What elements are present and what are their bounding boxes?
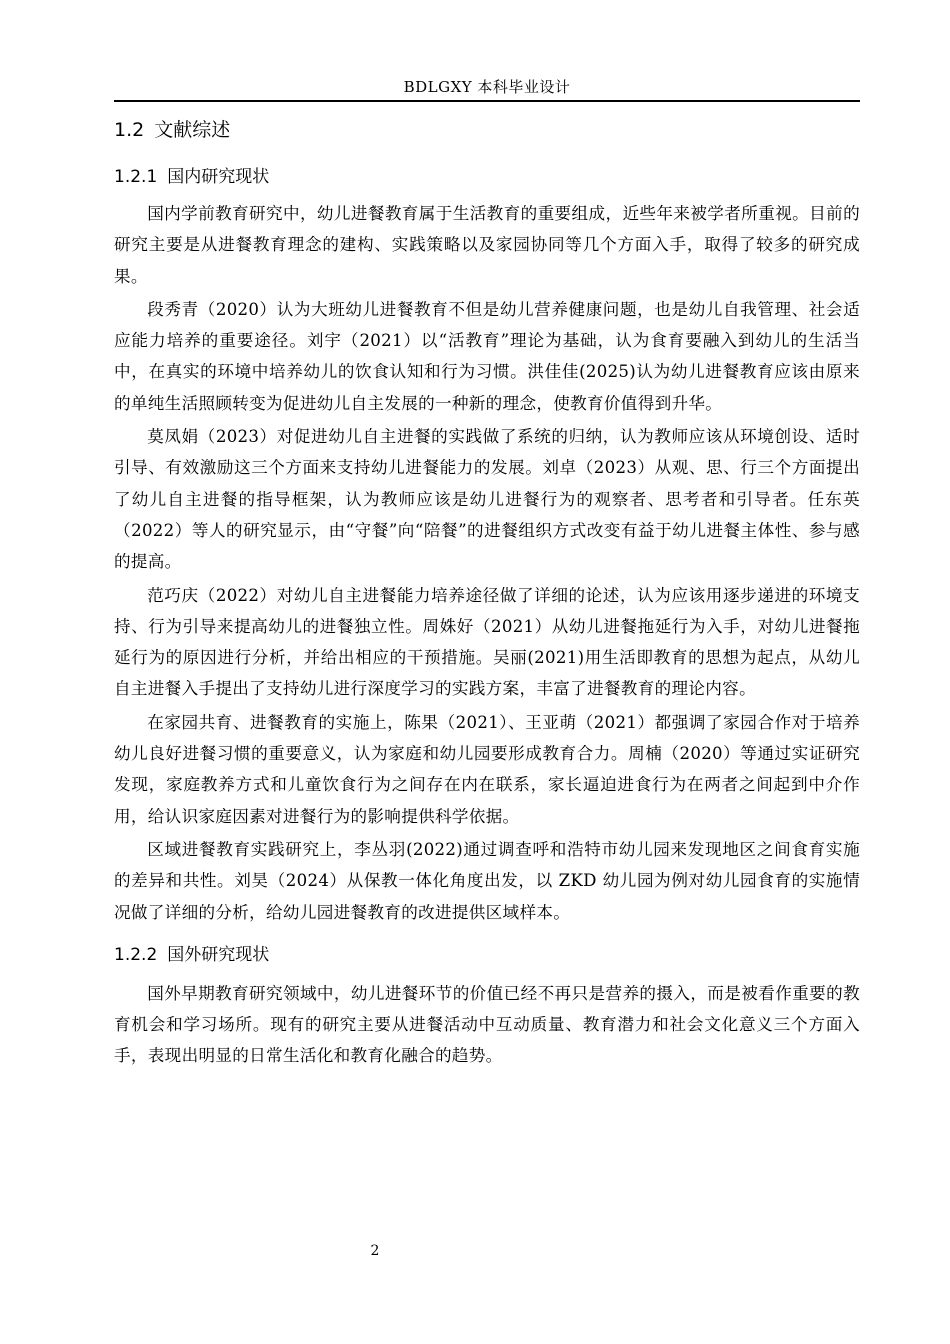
paragraph: 段秀青（2020）认为大班幼儿进餐教育不但是幼儿营养健康问题，也是幼儿自我管理、社会适应能力培养的重要途径。刘宇（2021）以“活教育”理论为基础，认为食育要融入到幼儿的生活当中，在真实的环境中培养幼儿的饮食认知和行为习惯。洪佳佳(2025)认为幼儿进餐教育应该由原来的单纯生活照顾转变为促进幼儿自主发展的一种新的理念，使教育价值得到升华。 (114, 299, 860, 413)
page-content (114, 116, 860, 1074)
section-title: 文献综述 (154, 119, 231, 141)
paragraph: 区域进餐教育实践研究上，李丛羽(2022)通过调查呼和浩特市幼儿园来发现地区之间食育实施的差异和共性。刘昊（2024）从保教一体化角度出发，以 ZKD 幼儿园为例对幼儿园食育的实施情况做了详细的分析，给幼儿园进餐教育的改进提供区域样本。 (114, 839, 860, 922)
subsection-title: 国外研究现状 (167, 944, 270, 965)
page-number: 2 (370, 1243, 380, 1259)
section-number: 1.2 (114, 119, 145, 141)
section-heading (114, 116, 860, 144)
subsection-heading-foreign (114, 942, 860, 968)
paragraph: 在家园共育、进餐教育的实施上，陈果（2021）、王亚萌（2021）都强调了家园合作对于培养幼儿良好进餐习惯的重要意义，认为家庭和幼儿园要形成教育合力。周楠（2020）等通过实证研究发现，家庭教养方式和儿童饮食行为之间存在内在联系，家长逼迫进食行为在两者之间起到中介作用，给认识家庭因素对进餐行为的影响提供科学依据。 (114, 712, 860, 826)
subsection-number: 1.2.1 (114, 167, 158, 187)
paragraph: 国外早期教育研究领域中，幼儿进餐环节的价值已经不再只是营养的摄入，而是被看作重要的教育机会和学习场所。现有的研究主要从进餐活动中互动质量、教育潜力和社会文化意义三个方面入手，表现出明显的日常生活化和教育化融合的趋势。 (114, 983, 860, 1066)
subsection-title: 国内研究现状 (167, 167, 270, 187)
paragraph: 莫凤娟（2023）对促进幼儿自主进餐的实践做了系统的归纳，认为教师应该从环境创设、适时引导、有效激励这三个方面来支持幼儿进餐能力的发展。刘卓（2023）从观、思、行三个方面提出了幼儿自主进餐的指导框架，认为教师应该是幼儿进餐行为的观察者、思考者和引导者。任东英（2022）等人的研究显示，由“守餐”向“陪餐”的进餐组织方式改变有益于幼儿进餐主体性、参与感的提高。 (114, 427, 860, 572)
paragraph: 范巧庆（2022）对幼儿自主进餐能力培养途径做了详细的论述，认为应该用逐步递进的环境支持、行为引导来提高幼儿的进餐独立性。周姝好（2021）从幼儿进餐拖延行为入手，对幼儿进餐拖延行为的原因进行分析，并给出相应的干预措施。吴丽(2021)用生活即教育的思想为起点，从幼儿自主进餐入手提出了支持幼儿进行深度学习的实践方案，丰富了进餐教育的理论内容。 (114, 585, 860, 699)
header-rule (114, 100, 860, 102)
subsection-heading-domestic (114, 164, 860, 190)
paragraph: 国内学前教育研究中，幼儿进餐教育属于生活教育的重要组成，近些年来被学者所重视。目前的研究主要是从进餐教育理念的建构、实践策略以及家园协同等几个方面入手，取得了较多的研究成果。 (114, 204, 860, 286)
subsection-number: 1.2.2 (114, 944, 158, 965)
running-header: BDLGXY 本科毕业设计 (403, 78, 571, 96)
